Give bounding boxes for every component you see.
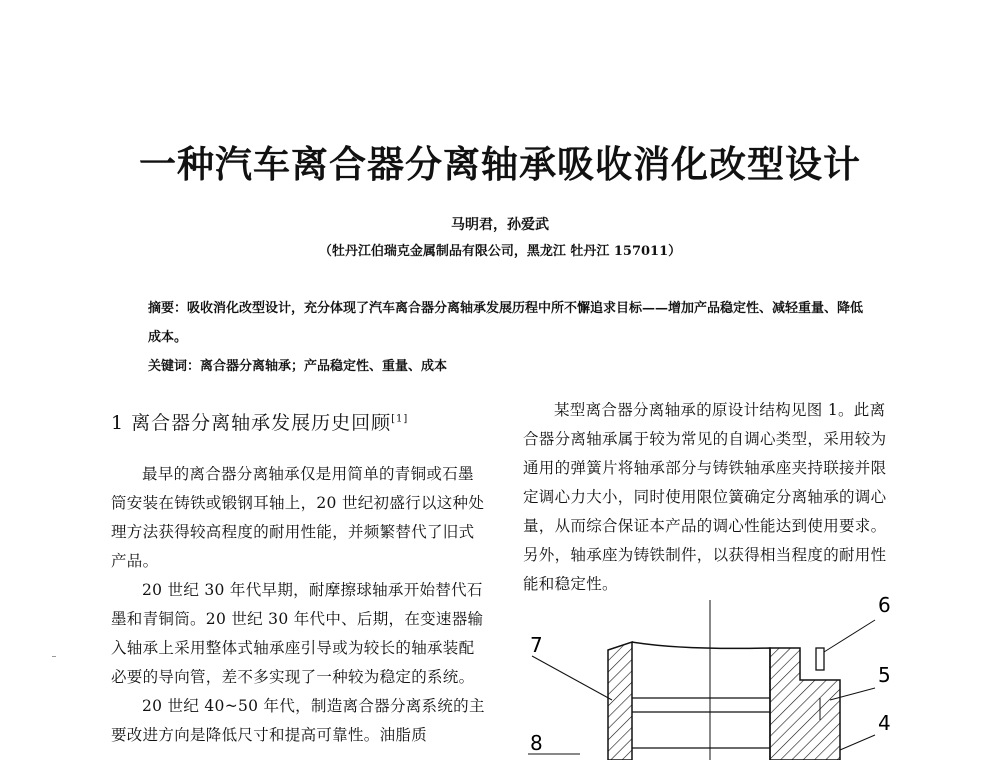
callout-6: 6	[878, 593, 891, 617]
pin	[816, 648, 824, 670]
leader-6	[824, 620, 875, 652]
abstract	[148, 294, 876, 352]
left-paragraph: 20 世纪 40~50 年代，制造离合器分离系统的主要改进方向是降低尺寸和提高可靠性。油脂质	[111, 697, 485, 744]
right-paragraph: 某型离合器分离轴承的原设计结构见图 1。此离合器分离轴承属于较为常见的自调心类型，采用较为通用的弹簧片将轴承部分与铸铁轴承座夹持联接并限定调心力大小，同时使用限位簧确定分离轴承的调心量，从而综合保证本产品的调心性能达到使用要求。另外，轴承座为铸铁制件，以获得相当程度的耐用性能和稳定性。	[523, 401, 887, 593]
callout-8: 8	[530, 731, 543, 755]
abstract-label: 摘要：	[148, 301, 188, 316]
section-heading-ref: [1]	[391, 413, 409, 425]
housing-left	[608, 642, 632, 760]
section-heading	[111, 408, 501, 435]
keywords	[148, 352, 876, 381]
scan-speck	[52, 656, 56, 657]
leader-7	[532, 656, 612, 700]
section-heading-text: 1 离合器分离轴承发展历史回顾	[111, 412, 392, 434]
abstract-block	[148, 294, 876, 381]
left-paragraph: 最早的离合器分离轴承仅是用简单的青铜或石墨筒安装在铸铁或锻钢耳轴上，20 世纪初盛行以这种处理方法获得较高程度的耐用性能，并频繁替代了旧式产品。	[111, 465, 485, 570]
callout-7: 7	[530, 633, 543, 657]
abstract-text: 吸收消化改型设计，充分体现了汽车离合器分离轴承发展历程中所不懈追求目标——增加产品稳定性、减轻重量、降低成本。	[148, 301, 864, 345]
leader-4	[840, 735, 875, 750]
left-column	[111, 460, 489, 750]
paper-title: 一种汽车离合器分离轴承吸收消化改型设计	[139, 143, 861, 186]
bore-outline	[632, 642, 770, 760]
authors: 马明君，孙爱武	[451, 217, 549, 233]
bearing-figure	[520, 590, 920, 760]
left-paragraph: 20 世纪 30 年代早期，耐摩擦球轴承开始替代石墨和青铜筒。20 世纪 30 年代中、后期，在变速器输入轴承上采用整体式轴承座引导或为较长的轴承装配必要的导向管，差不多实现了一种较为稳定的系统。	[111, 581, 484, 686]
callout-4: 4	[878, 711, 891, 735]
keywords-text: 离合器分离轴承；产品稳定性、重量、成本	[200, 359, 448, 374]
keywords-label: 关键词：	[148, 359, 201, 374]
callout-5: 5	[878, 663, 891, 687]
affiliation: （牡丹江伯瑞克金属制品有限公司，黑龙江 牡丹江 157011）	[318, 244, 682, 259]
right-column	[523, 396, 901, 599]
flange-right	[770, 648, 840, 760]
